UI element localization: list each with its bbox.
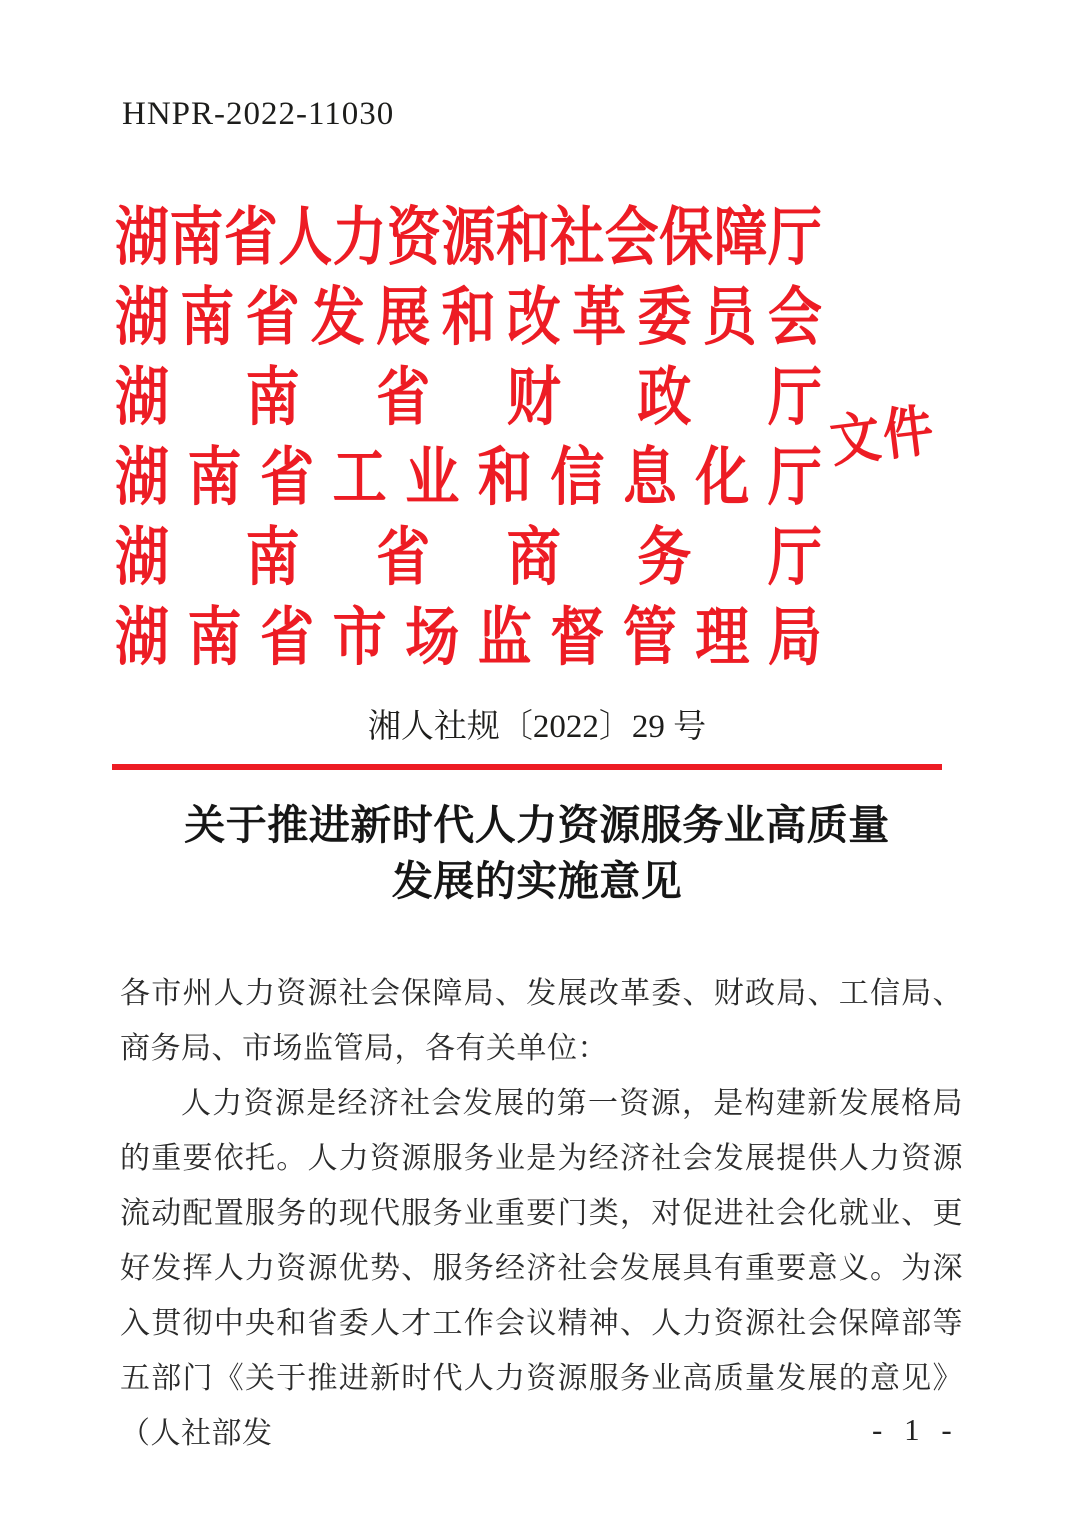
document-number: 湘人社规〔2022〕29 号 [367,709,707,745]
agency-line-2: 湖 南 省 发 展 和 改 革 委 员 会 [115,281,822,353]
doc-classification-id: HNPR-2022-11030 [122,96,395,132]
title-line-1: 关于推进新时代人力资源服务业高质量 [184,802,890,848]
document-type-label: 文 件 [826,398,937,474]
agency-line-4: 湖 南 省 工 业 和 信 息 化 厅 [115,441,822,513]
agency-line-1: 湖 南 省 人 力 资 源 和 社 会 保 障 厅 [115,201,822,273]
salutation: 各市州人力资源社会保障局、发展改革委、财政局、工信局、商务局、市场监管局，各有关单位： [120,977,963,1065]
agency-line-5: 湖 南 省 商 务 厅 [115,521,822,593]
agency-line-3: 湖 南 省 财 政 厅 [115,361,822,433]
page-number: - 1 - [872,1412,959,1447]
agency-line-6: 湖 南 省 市 场 监 督 管 理 局 [115,601,822,673]
title-line-2: 发展的实施意见 [391,858,683,904]
body-paragraph: 人力资源是经济社会发展的第一资源，是构建新发展格局的重要依托。人力资源服务业是为经济社会发展提供人力资源流动配置服务的现代服务业重要门类，对促进社会化就业、更好发挥人力资源优势、服务经济社会发展具有重要意义。为深入贯彻中央和省委人才工作会议精神、人力资源社会保障部等五部门《关于推进新时代人力资源服务业高质量发展的意见》（人社部发 [120,1087,963,1450]
document-body [120,966,963,1461]
red-divider [112,764,942,770]
document-title [117,797,957,909]
red-header [115,192,822,672]
